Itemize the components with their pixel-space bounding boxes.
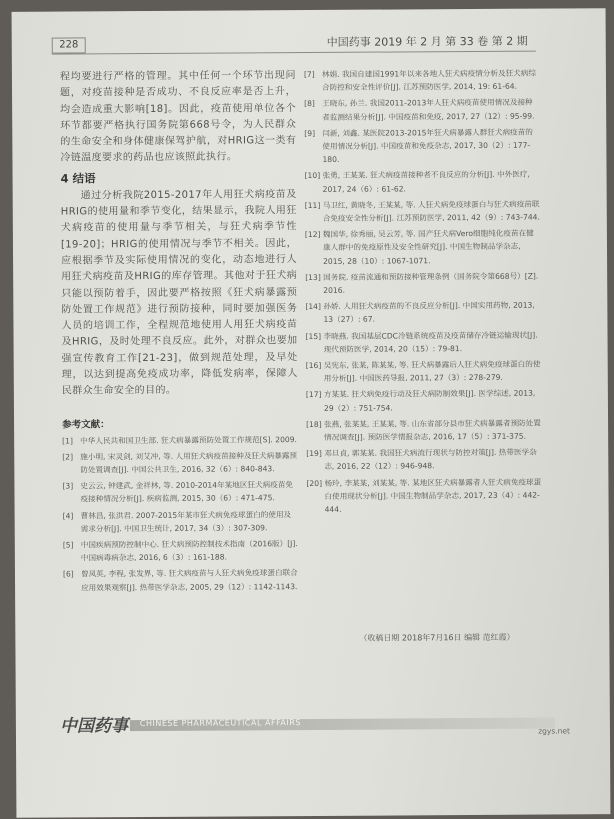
reference-list-left bbox=[62, 433, 299, 595]
reference-number: [20] bbox=[306, 478, 323, 488]
reference-item bbox=[63, 537, 299, 565]
right-column bbox=[304, 67, 543, 520]
header-rule bbox=[52, 51, 536, 55]
reference-text: 王晓东, 孙兰. 我国2011-2013年人狂犬病疫苗使用情况及接种者监测结果分析[J]. 中国疫苗和免疫, 2017, 27（12）: 95-99. bbox=[322, 98, 535, 122]
reference-text: 邓旦貞, 郭某某. 我国狂犬病流行现状与防控对策[J]. 热带医学杂志, 2016, 22（12）: 946-948. bbox=[324, 447, 537, 472]
reference-number: [14] bbox=[305, 302, 321, 312]
reference-number: [13] bbox=[305, 272, 321, 282]
reference-item bbox=[63, 567, 299, 595]
reference-item bbox=[306, 475, 542, 516]
reference-text: 杨玲, 李某某, 刘某某, 等. 某地区狂犬病暴露者人狂犬病免疫球蛋白使用现状分析[J]. 中国生物制品学杂志, 2017, 23（4）: 442-444. bbox=[324, 477, 542, 515]
reference-item bbox=[305, 227, 541, 268]
reference-number: [19] bbox=[306, 449, 322, 459]
reference-number: [7] bbox=[303, 69, 315, 80]
reference-number: [17] bbox=[305, 390, 322, 400]
journal-page bbox=[12, 8, 611, 818]
reference-text: 中国疾病预防控制中心. 狂犬病预防控制技术指南（2016版）[J]. 中国病毒病杂志, 2016, 6（3）: 161-188. bbox=[80, 539, 298, 563]
reference-item bbox=[62, 433, 298, 448]
reference-number: [3] bbox=[62, 481, 74, 491]
reference-list-right bbox=[304, 67, 543, 517]
reference-number: [9] bbox=[304, 128, 316, 138]
reference-text: 孙娇. 人用狂犬病疫苗的不良反应分析[J]. 中国实用药物, 2013, 13（27）: 67. bbox=[323, 300, 535, 325]
reference-number: [18] bbox=[306, 419, 322, 429]
reference-number: [12] bbox=[304, 230, 321, 240]
reference-text: 国务院. 疫苗流通和预防接种管理条例（国务院令第668号）[Z]. 2016. bbox=[323, 271, 539, 295]
reference-number: [10] bbox=[304, 171, 321, 181]
reference-number: [11] bbox=[304, 200, 321, 210]
reference-number: [8] bbox=[304, 99, 315, 109]
reference-number: [15] bbox=[305, 331, 322, 341]
reference-text: 吴宪东, 张某, 陈某某, 等. 狂犬病暴露后人狂犬病免疫球蛋白的使用分析[J]. 中国医药导报, 2011, 27（3）: 278-279. bbox=[323, 359, 541, 384]
reference-item bbox=[306, 416, 542, 444]
references-heading: 参考文献： bbox=[62, 418, 110, 431]
reference-item bbox=[304, 67, 540, 95]
reference-item bbox=[305, 197, 541, 225]
reference-item bbox=[305, 328, 541, 356]
reference-text: 曾凤英, 李程, 张发界, 等. 狂犬病疫苗与人狂犬病免疫球蛋白联合应用效果观察[J]. 热带医学杂志, 2005, 29（12）: 1142-1143. bbox=[80, 568, 298, 593]
reference-text: 魏国华, 徐秀丽, 吴云芳, 等. 国产狂犬病Vero细胞纯化疫苗在健康人群中的免疫原性及安全性研究[J]. 中国生物制品学杂志, 2015, 28（10）: 1067-1071. bbox=[322, 228, 534, 266]
reference-item bbox=[305, 168, 541, 196]
reference-number: [4] bbox=[62, 511, 74, 521]
reference-item bbox=[304, 125, 540, 166]
conclusion-paragraph: 通过分析我院2015-2017年人用狂犬病疫苗及HRIG的使用量和季节变化，结果显示，我院人用狂犬病疫苗的使用量与季节相关，与狂犬病季节性[19-20]；HRIG的使用情况与季节不相关。因此，应根据季节及实际使用情况的变化，动态地进行人用狂犬病疫苗及HRIG的库存管理。其他对于狂犬病只能以预防着手，因此要严格按照《狂犬病暴露预防处置工作规范》进行预防接种，同时要加强医务人员的培训工作，全程规范地使用人用狂犬病疫苗及HRIG，及时处理不良反应。此外，对群众也要加强宣传教育工作[21-23]，做到规范处理，及早处理，以达到提高免疫成功率，降低发病率，保障人民群众生命安全的目的。 bbox=[60, 188, 298, 397]
journal-english-title: CHINESE PHARMACEUTICAL AFFAIRS bbox=[139, 718, 301, 729]
reference-text: 方某某. 狂犬病免疫行动及狂犬病防制效果[J]. 医学综述, 2013, 29（2）: 751-754. bbox=[323, 389, 536, 413]
reference-item bbox=[304, 96, 540, 124]
reference-text: 中华人民共和国卫生部. 狂犬病暴露预防处置工作规范[S]. 2009. bbox=[80, 434, 297, 446]
reference-item bbox=[306, 387, 542, 415]
journal-logo: 中国药事 bbox=[59, 716, 128, 737]
reference-item bbox=[63, 508, 299, 536]
reference-text: 史云云, 钟建武, 金祥林, 等. 2010-2014年某地区狂犬病疫苗免疫接种情况分析[J]. 疾病监测, 2015, 30（6）: 471-475. bbox=[80, 480, 294, 504]
journal-website: zgys.net bbox=[538, 726, 570, 736]
page-number: 228 bbox=[52, 37, 86, 53]
receipt-date-note: （收稿日期 2018年7月16日 编辑 范红霞） bbox=[359, 632, 515, 643]
reference-number: [6] bbox=[62, 569, 74, 579]
reference-number: [16] bbox=[305, 360, 322, 371]
reference-text: 李晓燕. 我国基层CDC冷链系统疫苗及疫苗储存冷链运输现状[J]. 现代预防医学, 2014, 20（15）: 79-81. bbox=[323, 330, 538, 354]
reference-text: 曹林昌, 张洪君. 2007-2015年某市狂犬病免疫球蛋白的使用及需求分析[J]. 中国卫生统计, 2017, 34（3）: 307-309. bbox=[80, 509, 292, 534]
reference-number: [5] bbox=[62, 540, 74, 550]
reference-item bbox=[305, 299, 541, 327]
reference-item bbox=[306, 358, 542, 386]
reference-item bbox=[306, 446, 542, 474]
reference-item bbox=[62, 449, 298, 477]
reference-number: [1] bbox=[62, 436, 73, 446]
section-heading: 4 结语 bbox=[60, 171, 96, 186]
reference-text: 张燕, 张某某, 王某某, 等. 山东省部分县市狂犬病暴露者预防处置情况调查[J]. 预防医学情报杂志, 2016, 17（5）: 371-375. bbox=[324, 418, 541, 442]
left-column bbox=[60, 68, 299, 597]
reference-text: 林娟. 我国自建国1991年以来各地人狂犬病疫情分析及狂犬病综合防控和安全性评价[J]. 江苏预防医学, 2014, 19: 61-64. bbox=[321, 68, 536, 93]
reference-number: [2] bbox=[62, 452, 74, 462]
reference-text: 施小明, 宋灵剑, 刘艾冲, 等. 人用狂犬病疫苗接种及狂犬病暴露预防处置调查[J]. 中国公共卫生, 2016, 32（6）: 840-843. bbox=[80, 450, 298, 475]
reference-item bbox=[305, 269, 541, 297]
journal-header: 中国药事 2019 年 2 月 第 33 卷 第 2 期 bbox=[326, 34, 528, 49]
page-footer bbox=[59, 708, 570, 743]
reference-item bbox=[62, 478, 298, 506]
continuation-paragraph: 程均要进行严格的管理。其中任何一个环节出现问题，对疫苗接种是否成功、不良反应率是否上升，均会造成重大影响[18]。因此，疫苗使用单位各个环节都要严格执行国务院第668号令，为人民群众的生命安全和身体健康保驾护航，对HRIG这一类有冷链温度要求的药品也应该照此执行。 bbox=[59, 70, 297, 165]
reference-text: 马卫红, 黄晓冬, 王某某, 等. 人狂犬病免疫球蛋白与狂犬病疫苗联合免疫安全性分析[J]. 江苏预防医学, 2011, 42（9）: 743-744. bbox=[322, 199, 540, 223]
reference-text: 闫新, 刘鑫. 某医院2013-2015年狂犬病暴露人群狂犬病疫苗的使用情况分析[J]. 中国疫苗和免疫杂志, 2017, 30（2）: 177-180. bbox=[322, 127, 533, 165]
reference-text: 张勇, 王某某. 狂犬病疫苗接种者不良反应的分析[J]. 中外医疗, 2017, 24（6）: 61-62. bbox=[322, 170, 530, 194]
